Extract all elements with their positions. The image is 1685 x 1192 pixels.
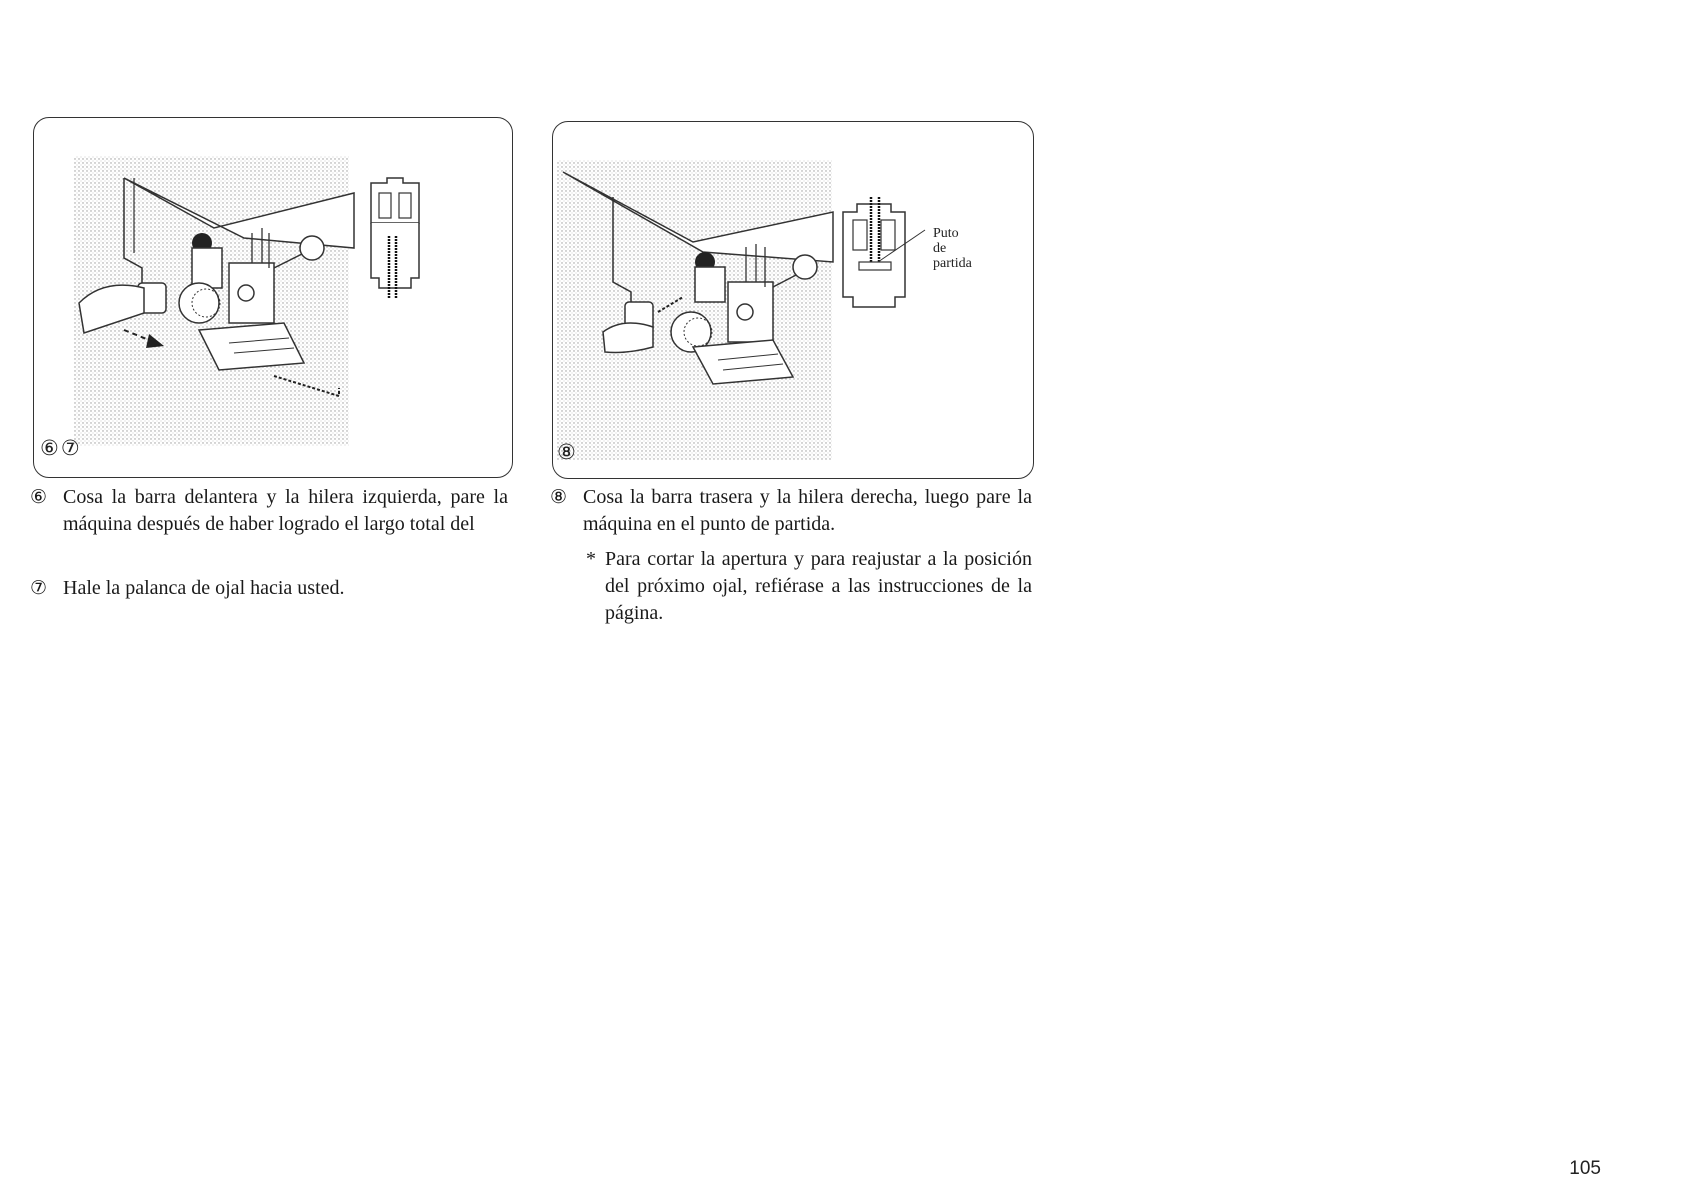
page-number: 105 — [1569, 1158, 1601, 1179]
figure-steps-6-7 — [33, 117, 513, 478]
step-8 — [550, 484, 1032, 538]
callout-line-3: partida — [933, 256, 972, 271]
note-text: Para cortar la apertura y para reajustar a la posición del próximo ojal, refiérase a las instrucciones de la página. — [605, 548, 1032, 624]
figure-step-badge: ⑥⑦ — [40, 436, 82, 460]
step-number: ⑥ — [30, 486, 48, 508]
figure-step-8 — [552, 121, 1034, 479]
sewing-machine-illustration — [553, 122, 1033, 478]
step-number: ⑦ — [30, 577, 48, 599]
step-7 — [30, 575, 508, 602]
starting-point-callout — [933, 226, 972, 271]
step-number: ⑧ — [550, 486, 568, 508]
step-6 — [30, 484, 508, 538]
figure-step-badge: ⑧ — [557, 440, 578, 464]
note — [586, 546, 1032, 627]
note-marker: * — [586, 548, 596, 570]
callout-line-2: de — [933, 241, 947, 256]
sewing-machine-illustration — [34, 118, 512, 477]
step-text: Hale la palanca de ojal hacia usted. — [63, 577, 345, 599]
step-text: Cosa la barra trasera y la hilera derecha, luego pare la máquina en el punto de partida. — [583, 486, 1032, 535]
step-text: Cosa la barra delantera y la hilera izquierda, pare la máquina después de haber logrado el largo total del — [63, 486, 508, 535]
callout-line-1: Puto — [933, 226, 959, 241]
